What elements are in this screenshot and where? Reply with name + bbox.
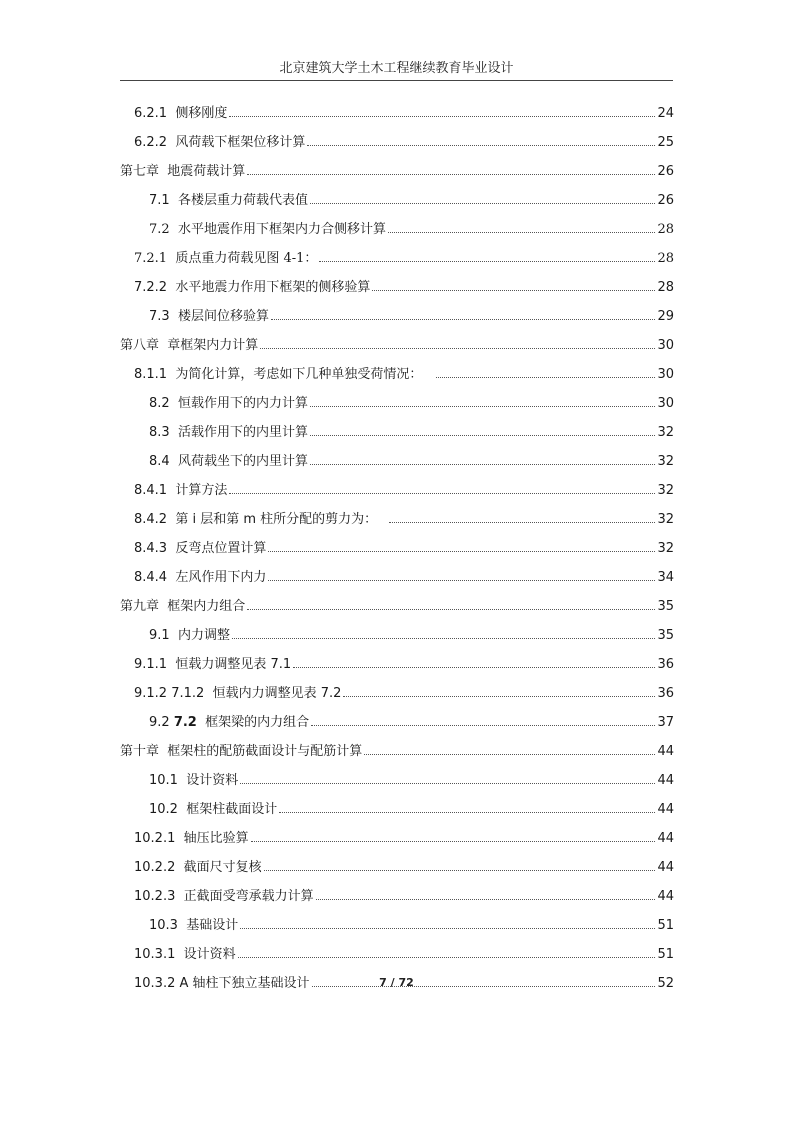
- toc-title: 侧移刚度: [175, 106, 228, 121]
- dot-leader: [264, 869, 656, 871]
- toc-page-number: 36: [657, 657, 674, 672]
- toc-number: 6.2.2: [134, 135, 168, 150]
- toc-title: 水平地震力作用下框架的侧移验算: [175, 280, 371, 295]
- toc-number: 8.4.1: [134, 483, 168, 498]
- dot-leader: [268, 550, 655, 552]
- toc-entry-8-4-4[interactable]: [134, 556, 674, 585]
- dot-leader: [319, 260, 655, 262]
- toc-entry-6-2-1[interactable]: [134, 92, 674, 121]
- toc-page-number: 44: [657, 860, 674, 875]
- toc-number: 8.4.3: [134, 541, 168, 556]
- dot-leader: [232, 637, 655, 639]
- toc-entry-chapter-10[interactable]: [120, 730, 674, 759]
- toc-page-number: 35: [657, 599, 674, 614]
- dot-leader: [310, 463, 655, 465]
- toc-page-number: 30: [657, 338, 674, 353]
- toc-number: 7.3: [149, 309, 170, 324]
- toc-number: 8.2: [149, 396, 170, 411]
- toc-page-number: 28: [657, 222, 674, 237]
- toc-page-number: 51: [657, 918, 674, 933]
- toc-entry-7-2[interactable]: [149, 208, 674, 237]
- dot-leader: [364, 753, 655, 755]
- toc-entry-6-2-2[interactable]: [134, 121, 674, 150]
- dot-leader: [307, 144, 655, 146]
- toc-number: 第九章: [120, 599, 160, 614]
- toc-page-number: 28: [657, 251, 674, 266]
- toc-title: 框架内力组合: [167, 599, 246, 614]
- toc-number: 10.2.2: [134, 860, 176, 875]
- toc-title: 质点重力荷载见图 4-1：: [175, 251, 318, 266]
- toc-entry-chapter-9[interactable]: [120, 585, 674, 614]
- toc-entry-9-2[interactable]: [149, 701, 674, 730]
- toc-entry-10-2-1[interactable]: [134, 817, 674, 846]
- toc-title: 截面尺寸复核: [183, 860, 262, 875]
- dot-leader: [271, 318, 655, 320]
- toc-entry-chapter-8[interactable]: [120, 324, 674, 353]
- dot-leader: [436, 376, 655, 378]
- dot-leader: [240, 782, 655, 784]
- toc-entry-7-3[interactable]: [149, 295, 674, 324]
- toc-page-number: 44: [657, 889, 674, 904]
- toc-page-number: 37: [657, 715, 674, 730]
- dot-leader: [251, 840, 656, 842]
- toc-page-number: 32: [657, 483, 674, 498]
- dot-leader: [279, 811, 655, 813]
- dot-leader: [316, 898, 656, 900]
- toc-number: 10.2: [149, 802, 178, 817]
- toc-page-number: 44: [657, 744, 674, 759]
- toc-page-number: 44: [657, 773, 674, 788]
- toc-title: 为简化计算，考虑如下几种单独受荷情况：: [175, 367, 423, 382]
- toc-number: 7.2: [149, 222, 170, 237]
- toc-entry-7-2-1[interactable]: [134, 237, 674, 266]
- toc-title: 水平地震作用下框架内力合侧移计算: [177, 222, 386, 237]
- toc-entry-8-3[interactable]: [149, 411, 674, 440]
- toc-entry-8-4[interactable]: [149, 440, 674, 469]
- toc-page-number: 52: [657, 976, 674, 991]
- toc-entry-10-3-1[interactable]: [134, 933, 674, 962]
- header-divider: [120, 80, 673, 81]
- toc-page-number: 26: [657, 164, 674, 179]
- toc-page-number: 51: [657, 947, 674, 962]
- toc-title: 设计资料: [186, 773, 239, 788]
- toc-number: 8.4: [149, 454, 170, 469]
- toc-entry-chapter-7[interactable]: [120, 150, 674, 179]
- toc-page-number: 32: [657, 454, 674, 469]
- toc-title: 正截面受弯承载力计算: [183, 889, 314, 904]
- page-indicator: 7 / 72: [379, 976, 414, 989]
- dot-leader: [229, 492, 655, 494]
- dot-leader: [388, 231, 655, 233]
- toc-bold-number: 7.2: [173, 715, 197, 730]
- toc-page-number: 25: [657, 135, 674, 150]
- toc-title: 设计资料: [183, 947, 236, 962]
- toc-number: 9.1: [149, 628, 170, 643]
- toc-title: 框架梁的内力组合: [205, 715, 310, 730]
- toc-page-number: 28: [657, 280, 674, 295]
- toc-title: A 轴柱下独立基础设计: [179, 976, 310, 991]
- toc-title: 左风作用下内力: [175, 570, 267, 585]
- toc-entry-10-2-2[interactable]: [134, 846, 674, 875]
- toc-title: 地震荷载计算: [167, 164, 246, 179]
- toc-page-number: 29: [657, 309, 674, 324]
- dot-leader: [389, 521, 655, 523]
- toc-number: 10.3: [149, 918, 178, 933]
- page-header: 北京建筑大学土木工程继续教育毕业设计: [279, 61, 514, 76]
- toc-title: 风荷载下框架位移计算: [175, 135, 306, 150]
- toc-title: 楼层间位移验算: [177, 309, 269, 324]
- toc-page-number: 26: [657, 193, 674, 208]
- dot-leader: [311, 724, 655, 726]
- toc-page-number: 30: [657, 396, 674, 411]
- toc-title: 框架柱截面设计: [186, 802, 278, 817]
- toc-number: 9.1.1: [134, 657, 168, 672]
- dot-leader: [260, 347, 655, 349]
- toc-entry-8-1-1[interactable]: [134, 353, 674, 382]
- toc-number: 10.3.1: [134, 947, 176, 962]
- toc-entry-10-3[interactable]: [149, 904, 674, 933]
- toc-entry-9-1[interactable]: [149, 614, 674, 643]
- dot-leader: [343, 695, 655, 697]
- toc-page-number: 32: [657, 541, 674, 556]
- toc-title: 计算方法: [175, 483, 228, 498]
- toc-number: 第七章: [120, 164, 160, 179]
- toc-number: 第十章: [120, 744, 160, 759]
- toc-number: 8.3: [149, 425, 170, 440]
- toc-number: 10.2.1: [134, 831, 176, 846]
- toc-page-number: 30: [657, 367, 674, 382]
- toc-entry-9-1-1[interactable]: [134, 643, 674, 672]
- toc-title: 恒载作用下的内力计算: [177, 396, 308, 411]
- toc-entry-7-2-2[interactable]: [134, 266, 674, 295]
- dot-leader: [229, 115, 655, 117]
- toc-title: 风荷载坐下的内里计算: [177, 454, 308, 469]
- toc-entry-10-1[interactable]: [149, 759, 674, 788]
- toc-title: 章框架内力计算: [167, 338, 259, 353]
- toc-number: 7.2.2: [134, 280, 168, 295]
- toc-number: 9.2: [149, 715, 170, 730]
- toc-entry-8-2[interactable]: [149, 382, 674, 411]
- dot-leader: [247, 173, 655, 175]
- toc-title: 轴压比验算: [183, 831, 249, 846]
- toc-number: 8.4.4: [134, 570, 168, 585]
- toc-number: 10.1: [149, 773, 178, 788]
- toc-title: 框架柱的配筋截面设计与配筋计算: [167, 744, 363, 759]
- toc-title: 反弯点位置计算: [175, 541, 267, 556]
- toc-page-number: 44: [657, 802, 674, 817]
- toc-title: 恒载内力调整见表 7.2: [212, 686, 342, 701]
- toc-entry-8-4-1[interactable]: [134, 469, 674, 498]
- toc-number: 第八章: [120, 338, 160, 353]
- toc-title: 基础设计: [186, 918, 239, 933]
- dot-leader: [268, 579, 655, 581]
- dot-leader: [247, 608, 655, 610]
- toc-title: 各楼层重力荷载代表值: [177, 193, 308, 208]
- toc-number: 8.4.2: [134, 512, 168, 527]
- toc-entry-7-1[interactable]: [149, 179, 674, 208]
- toc-number: 7.2.1: [134, 251, 168, 266]
- toc-number: 8.1.1: [134, 367, 168, 382]
- toc-title: 第 i 层和第 m 柱所分配的剪力为：: [175, 512, 378, 527]
- toc-entry-9-1-2[interactable]: [134, 672, 674, 701]
- toc-page-number: 34: [657, 570, 674, 585]
- toc-page-number: 44: [657, 831, 674, 846]
- toc-number: 6.2.1: [134, 106, 168, 121]
- toc-title: 内力调整: [177, 628, 230, 643]
- toc-entry-10-2[interactable]: [149, 788, 674, 817]
- dot-leader: [293, 666, 655, 668]
- toc-title: 活载作用下的内里计算: [177, 425, 308, 440]
- toc-page-number: 32: [657, 425, 674, 440]
- dot-leader: [310, 202, 655, 204]
- dot-leader: [310, 405, 655, 407]
- toc-page-number: 35: [657, 628, 674, 643]
- toc-number: 10.3.2: [134, 976, 176, 991]
- dot-leader: [310, 434, 655, 436]
- toc-entry-8-4-2[interactable]: [134, 498, 674, 527]
- toc-entry-10-2-3[interactable]: [134, 875, 674, 904]
- toc-page-number: 36: [657, 686, 674, 701]
- dot-leader: [372, 289, 655, 291]
- toc-page-number: 24: [657, 106, 674, 121]
- toc-number: 7.1: [149, 193, 170, 208]
- toc-title: 恒载力调整见表 7.1: [175, 657, 292, 672]
- toc-number: 10.2.3: [134, 889, 176, 904]
- toc-page-number: 32: [657, 512, 674, 527]
- toc-entry-8-4-3[interactable]: [134, 527, 674, 556]
- dot-leader: [238, 956, 656, 958]
- dot-leader: [240, 927, 655, 929]
- toc-number: 9.1.2 7.1.2: [134, 686, 205, 701]
